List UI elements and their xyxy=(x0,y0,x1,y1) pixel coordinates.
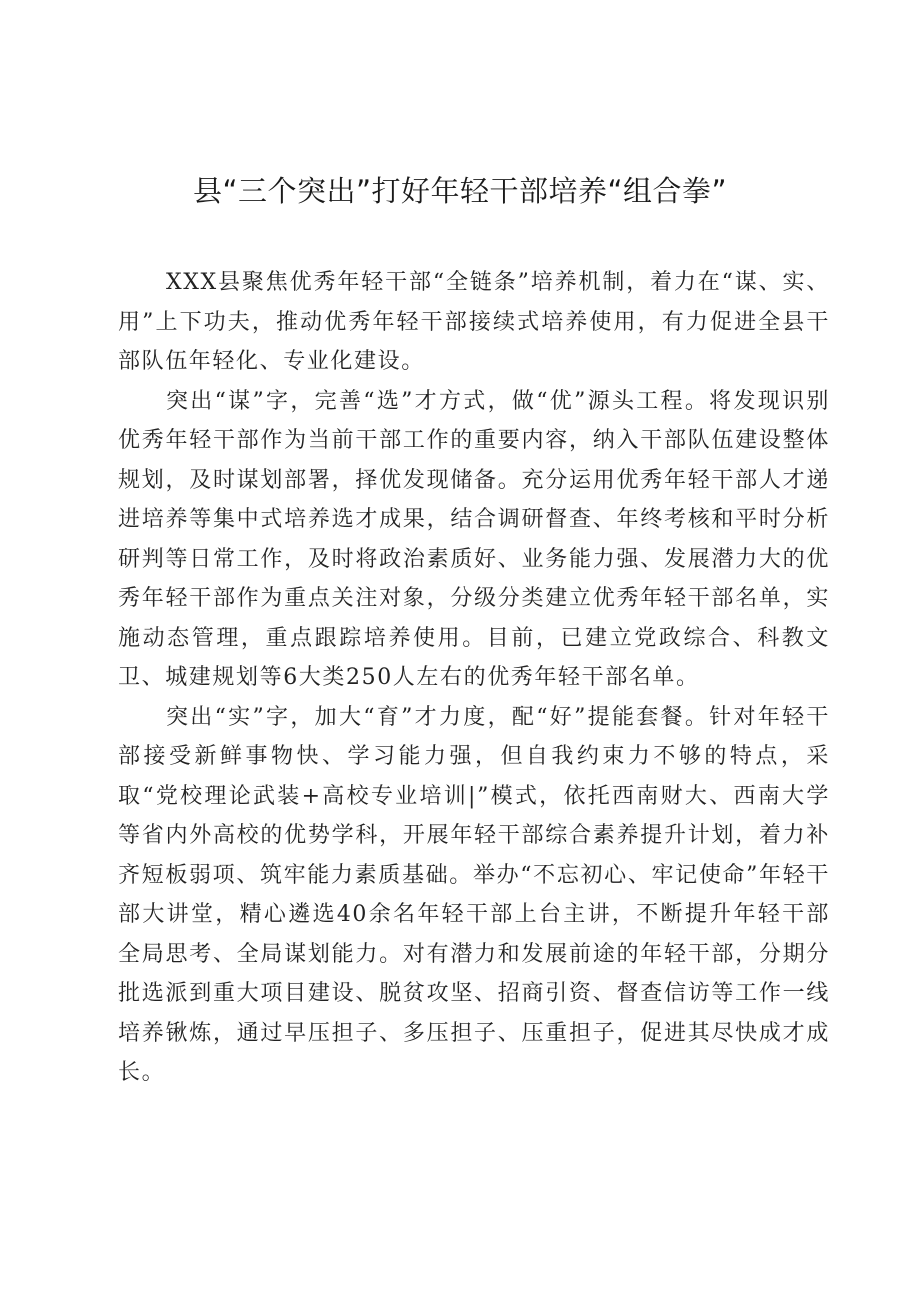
document-title: 县“三个突出”打好年轻干部培养“组合拳” xyxy=(192,174,728,208)
paragraph-intro: XXX县聚焦优秀年轻干部“全链条”培养机制，着力在“谋、实、用”上下功夫，推动优秀年轻干部接续式培养使用，有力促进全县干部队伍年轻化、专业化建设。 xyxy=(118,270,830,374)
document-body xyxy=(118,263,830,1093)
paragraph-shi: 突出“实”字，加大“育”才力度，配“好”提能套餐。针对年轻干部接受新鲜事物快、学习能力强，但自我约束力不够的特点，采取“党校理论武装+高校专业培训|”模式，依托西南财大、西南大学等省内外高校的优势学科，开展年轻干部综合素养提升计划，着力补齐短板弱项、筑牢能力素质基础。举办“不忘初心、牢记使命”年轻干部大讲堂，精心遴选40余名年轻干部上台主讲，不断提升年轻干部全局思考、全局谋划能力。对有潜力和发展前途的年轻干部，分期分批选派到重大项目建设、脱贫攻坚、招商引资、督查信访等工作一线培养锹炼，通过早压担子、多压担子、压重担子，促进其尽快成才成长。 xyxy=(118,704,830,1085)
paragraph-mou: 突出“谋”字，完善“选”才方式，做“优”源头工程。将发现识别优秀年轻干部作为当前干部工作的重要内容，纳入干部队伍建设整体规划，及时谋划部署，择优发现储备。充分运用优秀年轻干部人才递进培养等集中式培养选才成果，结合调研督查、年终考核和平时分析研判等日常工作，及时将政治素质好、业务能力强、发展潜力大的优秀年轻干部作为重点关注对象，分级分类建立优秀年轻干部名单，实施动态管理，重点跟踪培养使用。目前，已建立党政综合、科教文卫、城建规划等6大类250人左右的优秀年轻干部名单。 xyxy=(118,388,830,690)
